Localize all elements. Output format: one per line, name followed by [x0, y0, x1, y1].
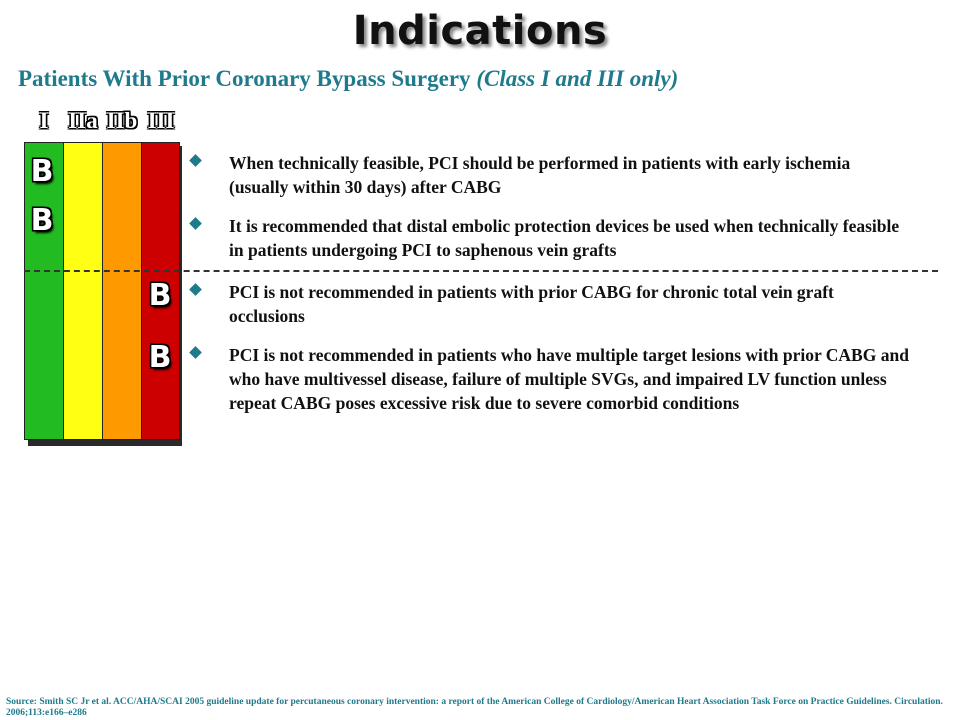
level-badge-rec-2: B	[30, 203, 54, 238]
source-citation: Source: Smith SC Jr et al. ACC/AHA/SCAI 2005 guideline update for percutaneous coronary intervention: a report of the American College of Cardiology/American Heart Association Task Force on Practice Guidelines. Circulation. 2006;113:e166–e286	[6, 697, 943, 718]
class-header-i: I	[39, 108, 49, 133]
recommendation-text: It is recommended that distal embolic protection devices be used when technically feasible in patients undergoing PCI to saphenous vein grafts	[229, 216, 900, 260]
subtitle-main: Patients With Prior Coronary Bypass Surgery	[18, 66, 471, 91]
level-badge-rec-4: B	[148, 340, 172, 375]
recommendation-text: When technically feasible, PCI should be performed in patients with early ischemia (usually within 30 days) after CABG	[229, 153, 851, 197]
slide-title: Indications	[352, 8, 608, 54]
class-header-iia: IIa	[68, 108, 98, 133]
subtitle-class-note: (Class I and III only)	[476, 66, 679, 91]
level-badge-rec-1: B	[30, 154, 54, 189]
slide-subtitle	[18, 66, 948, 92]
diamond-bullet-icon	[189, 283, 202, 296]
diamond-bullet-icon	[189, 154, 202, 167]
diamond-bullet-icon	[189, 217, 202, 230]
recommendation-text: PCI is not recommended in patients with prior CABG for chronic total vein graft occlusions	[229, 282, 834, 326]
diamond-bullet-icon	[189, 346, 202, 359]
recommendation-text: PCI is not recommended in patients who have multiple target lesions with prior CABG and who have multivessel disease, failure of multiple SVGs, and impaired LV function unless repeat CABG poses excessive risk due to severe comorbid conditions	[229, 345, 909, 413]
class-divider-line	[24, 270, 938, 272]
recommendation-2	[190, 214, 910, 262]
recommendation-4	[190, 343, 910, 415]
class-iib-bar	[102, 142, 142, 440]
recommendation-3	[190, 280, 910, 328]
class-header-iib: IIb	[106, 108, 138, 133]
class-header-iii: III	[147, 108, 175, 133]
recommendation-1	[190, 151, 910, 199]
class-iia-bar	[63, 142, 103, 440]
level-badge-rec-3: B	[148, 278, 172, 313]
